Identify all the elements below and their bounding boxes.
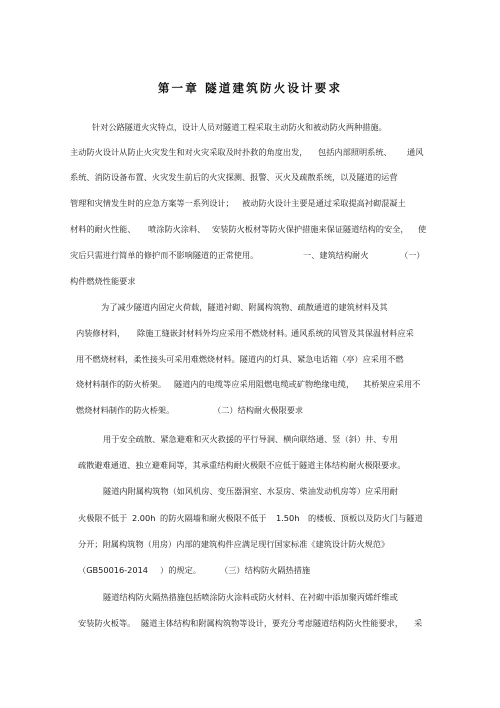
text-line xyxy=(0,274,500,288)
text-line xyxy=(0,484,500,498)
text-segment: （二）结构耐火极限要求 xyxy=(213,405,304,415)
text-segment: 1.50h xyxy=(276,513,300,523)
text-segment: （一） xyxy=(400,250,425,260)
text-line xyxy=(0,616,500,630)
text-line xyxy=(0,248,500,262)
text-segment: ）的规定。 xyxy=(160,565,201,575)
text-line xyxy=(0,377,500,391)
text-segment: 隧道内附属构筑物（如风机房、变压器洞室、水泵房、柴油发动机房等）应采用耐 xyxy=(103,486,398,496)
text-segment: 构件燃烧性能要求 xyxy=(70,276,136,286)
text-segment: 隧道结构防火隔热措施包括喷涂防火涂料或防火材料、在衬砌中添加聚丙烯纤维或 xyxy=(103,592,398,602)
text-line xyxy=(0,537,500,551)
text-line xyxy=(0,145,500,159)
text-segment: 一、建筑结构耐火 xyxy=(303,250,369,260)
text-segment: 2.00h xyxy=(132,513,156,523)
text-segment: 内装修材料， xyxy=(76,328,126,338)
text-segment: 用于安全疏散、紧急避难和灭火救援的平行导洞、横向联络通、竖（斜）井、专用 xyxy=(103,434,398,444)
text-segment: 烧材料制作的防火桥架。 xyxy=(76,379,167,389)
text-line xyxy=(0,511,500,525)
text-segment: 包括内部照明系统、 xyxy=(318,147,392,157)
text-segment: 要充分考虑隧道结构防火性能要求， xyxy=(272,618,404,628)
text-line xyxy=(0,120,500,134)
text-line xyxy=(0,170,500,184)
text-line xyxy=(0,432,500,446)
text-segment: （GB50016-2014 xyxy=(78,565,148,575)
text-segment: 使 xyxy=(418,224,427,234)
text-segment: 疏散避难通道、独立避难间等，其承重结构耐火极限不应低于隧道主体结构耐火极限要求。 xyxy=(78,460,406,470)
text-segment: 燃烧材料制作的防火桥架。 xyxy=(76,405,175,415)
text-segment: 其桥架应采用不 xyxy=(363,379,421,389)
text-segment: 针对公路隧道火灾特点，设计人员对隧道工程采取主动防火和被动防火两种措施。 xyxy=(92,122,387,132)
text-line xyxy=(0,196,500,210)
text-segment: 除施工缝嵌封材料外均应采用不燃烧材料。 xyxy=(137,328,293,338)
text-segment: 为了减少隧道内固定火荷载，隧道衬砌、附属构筑物、疏散通道的建筑材料及其 xyxy=(101,302,388,312)
text-segment: 隧道内的电缆等应采用阻燃电缆或矿物绝缘电缆， xyxy=(174,379,355,389)
text-segment: 用不燃烧材料，柔性接头可采用难燃烧材料。隧道内的灯具、紧急电话箱（亭）应采用不燃 xyxy=(76,354,404,364)
text-segment: 材料的耐火性能、 xyxy=(70,224,136,234)
text-segment: 安装防火板材等防火保护措施来保证隧道结构的安全， xyxy=(212,224,409,234)
text-line xyxy=(0,326,500,340)
text-line xyxy=(0,590,500,604)
text-segment: 的防火隔墙和耐火极限不低于 xyxy=(160,513,267,523)
page-title: 第一章 隧道建筑防火设计要求 xyxy=(157,81,343,95)
text-line xyxy=(0,300,500,314)
text-line xyxy=(0,563,500,577)
text-segment: 安装防火板等。 xyxy=(78,618,136,628)
text-line xyxy=(0,352,500,366)
text-segment: 的楼板、顶板以及防火门与隧道 xyxy=(308,513,423,523)
text-segment: 喷涂防火涂料、 xyxy=(148,224,206,234)
text-segment: 隧道主体结构和附属构筑物等设计， xyxy=(141,618,273,628)
text-segment: 主动防火设计从防止火灾发生和对火灾采取及时扑救的角度出发， xyxy=(70,147,308,157)
text-segment: 通风 xyxy=(407,147,424,157)
text-segment: 系统、消防设备布置、火灾发生前后的火灾探测、报警、灭火及疏散系统，以及隧道的运营 xyxy=(70,172,398,182)
text-segment: 采 xyxy=(414,618,423,628)
text-line xyxy=(0,403,500,417)
text-segment: 管理和灾情发生时的应急方案等一系列设计； xyxy=(70,198,234,208)
text-segment: 分开；附属构筑物（用房）内部的建筑构件应满足现行国家标准《建筑设计防火规范》 xyxy=(78,539,390,549)
text-segment: 通风系统的风管及其保温材料应采 xyxy=(291,328,414,338)
text-segment: 被动防火设计主要是通过采取提高衬砌混凝土 xyxy=(242,198,406,208)
text-segment: 火极限不低于 xyxy=(78,513,128,523)
text-line xyxy=(0,222,500,236)
text-line xyxy=(0,458,500,472)
text-segment: （三）结构防火隔热措施 xyxy=(220,565,311,575)
text-segment: 灾后只需进行简单的修护而不影响隧道的正常使用。 xyxy=(70,250,259,260)
